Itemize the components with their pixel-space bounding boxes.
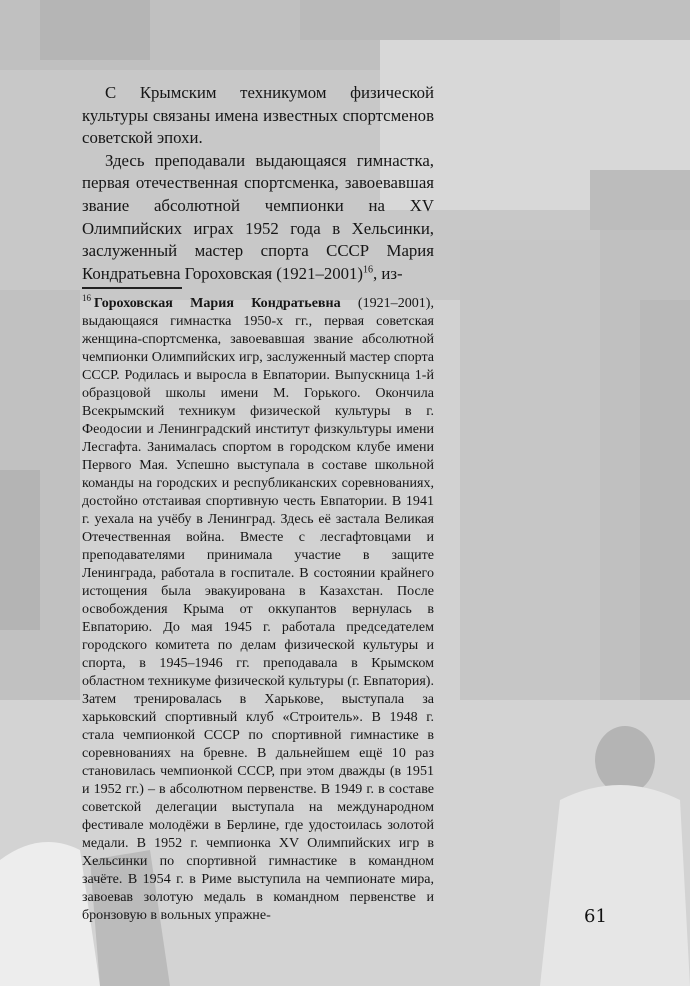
page-number: 61 bbox=[584, 906, 607, 927]
footnote-number: 16 bbox=[82, 293, 91, 304]
paragraph-2-tail: , из- bbox=[373, 263, 403, 283]
paragraph-2 bbox=[82, 150, 434, 286]
footnote-paragraph bbox=[82, 294, 434, 924]
main-text bbox=[82, 82, 434, 285]
footnote-divider bbox=[82, 287, 182, 289]
paragraph-1: С Крымским техникумом физической культуры связаны имена известных спортсменов советской эпохи. bbox=[82, 83, 434, 148]
footnote-reference[interactable]: 16 bbox=[363, 264, 374, 276]
footnote bbox=[82, 294, 434, 924]
footnote-name: Гороховская Мария Кондратьевна bbox=[94, 295, 341, 311]
footnote-text: (1921–2001), выдающаяся гимнастка 1950-х гг., первая советская женщина-спортсменка, завоевавшая звание абсолютной чемпионки Олимпийских игр, заслуженный мастер спорта СССР. Родилась и выросла в Евпатории. Выпускница 1-й образцовой школы имени М. Горького. Окончила Всекрымский техникум физической культуры в г. Феодосии и Ленинградский институт физкультуры имени Лесгафта. Занималась спортом в городском клубе имени Первого Мая. Успешно выступала в составе школьной команды на городских и республиканских соревнованиях, достойно отстаивая спортивную честь Евпатории. В 1941 г. уехала на учёбу в Ленинград. Здесь её застала Великая Отечественная война. Вместе с лесгафтовцами и преподавателями принимала участие в защите Ленинграда, работала в госпитале. В состоянии крайнего истощения была эвакуирована в Казахстан. После освобождения Крыма от оккупантов вернулась в Евпаторию. До мая 1945 г. работала председателем городского комитета по делам физической культуры и спорта, в 1945–1946 гг. преподавала в Крымском областном техникуме физической культуры (г. Евпатория). Затем тренировалась в Харькове, выступала за харьковский спортивный клуб «Строитель». В 1948 г. стала чемпионкой СССР по спортивной гимнастике в соревнованиях на бревне. В дальнейшем ещё 10 раз становилась чемпионкой СССР, при этом дважды (в 1951 и 1952 гг.) – в абсолютном первенстве. В 1949 г. в составе советской делегации выступала на международном фестивале молодёжи в Берлине, где удостоилась золотой медали. В 1952 г. чемпионка XV Олимпийских игр в Хельсинки по спортивной гимнастике в командном зачёте. В 1954 г. в Риме выступила на чемпионате мира, завоевав золотую медаль в командном первенстве и бронзовую в вольных упражне- bbox=[82, 295, 434, 923]
paragraph-2-text: Здесь преподавали выдающаяся гимнастка, первая отечественная спортсменка, завоевавшая звание абсолютной чемпионки на XV Олимпийских играх 1952 года в Хельсинки, заслуженный мастер спорта СССР Мария Кондратьевна Гороховская (1921–2001) bbox=[82, 150, 434, 283]
